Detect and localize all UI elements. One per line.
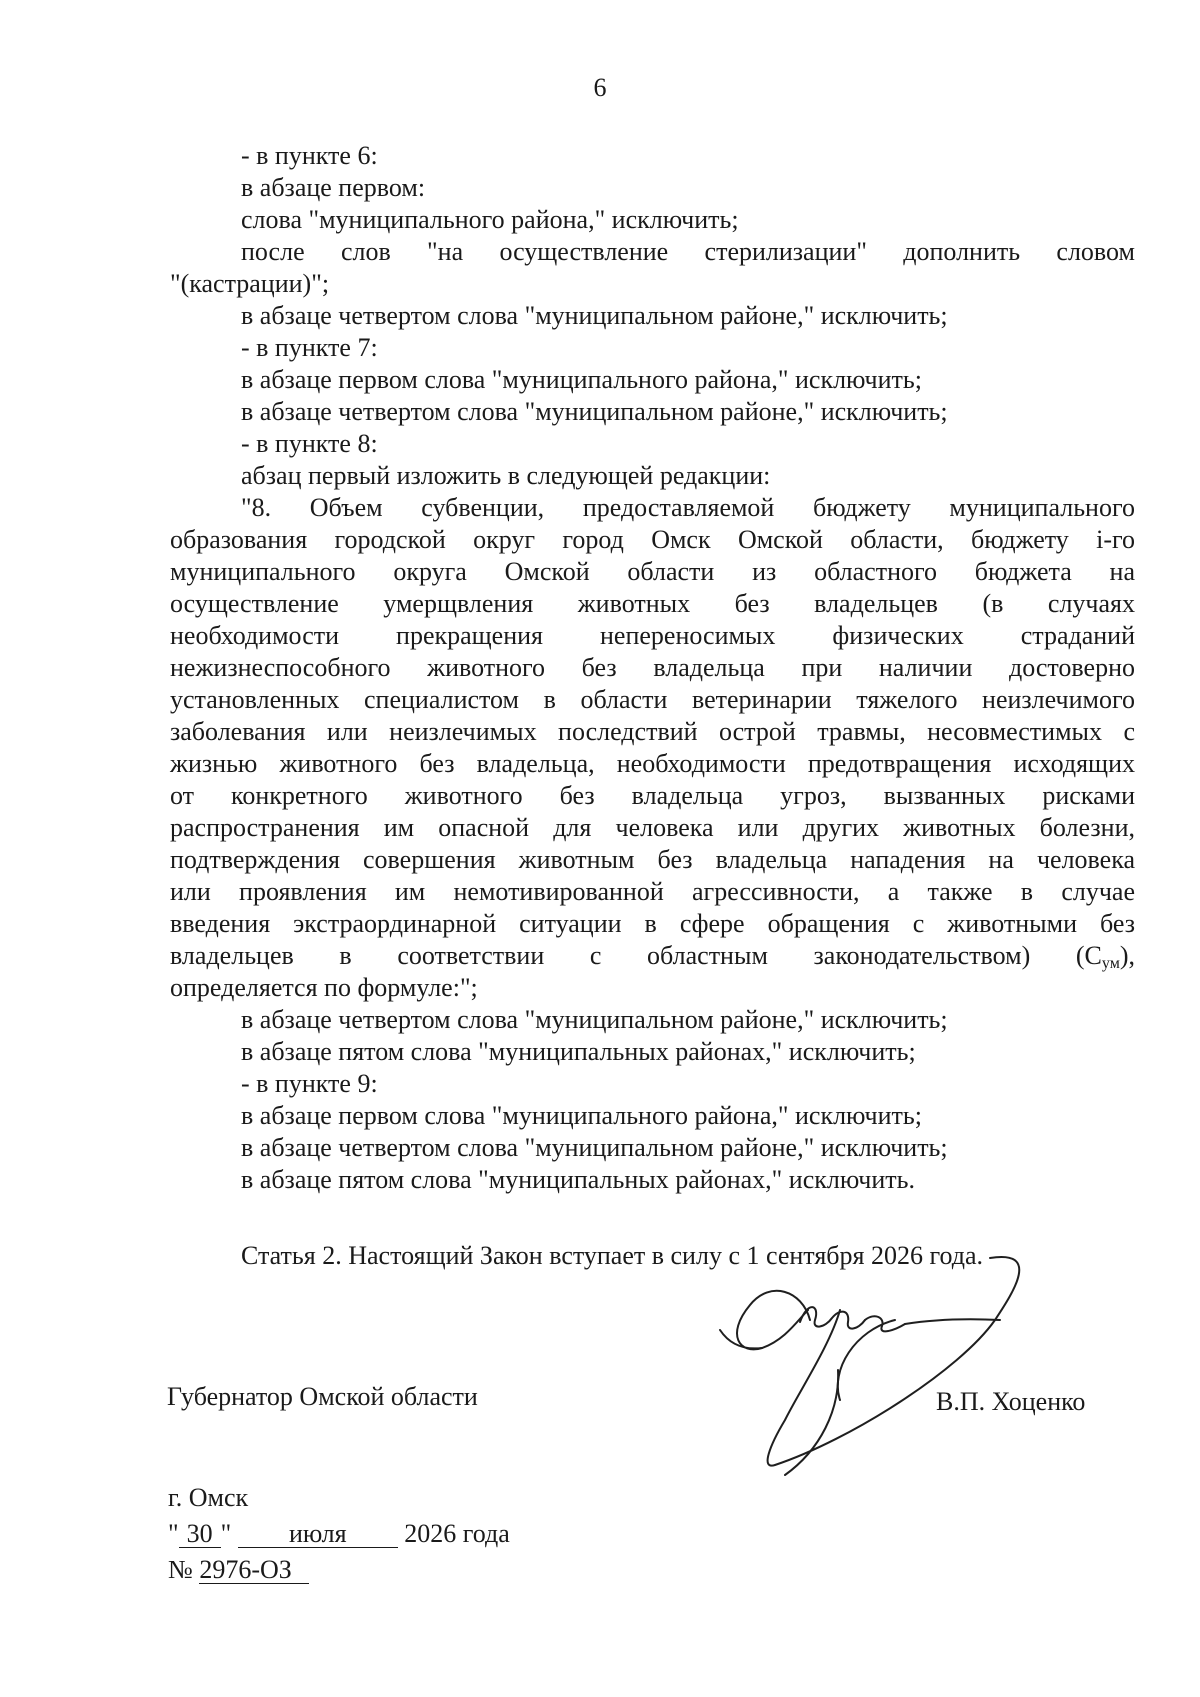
clause-8-line: установленных специалистом в области ветеринарии тяжелого неизлечимого bbox=[170, 685, 1135, 714]
date-quote-close: " bbox=[220, 1519, 232, 1548]
formula-symbol bbox=[1102, 940, 1135, 972]
amendment-line: - в пункте 7: bbox=[241, 333, 378, 362]
clause-8-line: муниципального округа Омской области из областного бюджета на bbox=[170, 557, 1135, 586]
amendment-line: в абзаце первом слова "муниципального района," исключить; bbox=[241, 1101, 922, 1130]
clause-8-line: определяется по формуле:"; bbox=[170, 973, 478, 1002]
clause-8-line: "8. Объем субвенции, предоставляемой бюджету муниципального bbox=[241, 493, 1135, 522]
article-2: Статья 2. Настоящий Закон вступает в силу с 1 сентября 2026 года. bbox=[241, 1241, 984, 1270]
clause-8-paragraph bbox=[170, 492, 1135, 1004]
date-year: 2026 года bbox=[404, 1519, 510, 1548]
clause-8-line: от конкретного животного без владельца угроз, вызванных рисками bbox=[170, 781, 1135, 810]
law-number-line bbox=[168, 1554, 309, 1586]
city: г. Омск bbox=[168, 1483, 249, 1512]
amendment-line: в абзаце пятом слова "муниципальных районах," исключить. bbox=[241, 1165, 915, 1194]
amendment-line: в абзаце четвертом слова "муниципальном районе," исключить; bbox=[241, 397, 948, 426]
clause-8-symbol-text: владельцев в соответствии с областным законодательством) (С bbox=[170, 941, 1102, 970]
clause-8-line: необходимости прекращения непереносимых физических страданий bbox=[170, 621, 1135, 650]
clause-8-line: нежизнеспособного животного без владельца при наличии достоверно bbox=[170, 653, 1135, 682]
governor-title: Губернатор Омской области bbox=[167, 1382, 478, 1411]
handwritten-signature bbox=[690, 1250, 1090, 1480]
date-day: 30 bbox=[179, 1521, 221, 1548]
formula-symbol-close: ), bbox=[1119, 941, 1135, 970]
amendment-line: в абзаце пятом слова "муниципальных районах," исключить; bbox=[241, 1037, 916, 1066]
date-month: июля bbox=[238, 1521, 398, 1548]
amendment-line: в абзаце четвертом слова "муниципальном районе," исключить; bbox=[241, 1005, 948, 1034]
law-number: 2976-ОЗ bbox=[199, 1557, 309, 1584]
clause-8-line: распространения им опасной для человека или других животных болезни, bbox=[170, 813, 1135, 842]
amendment-line: абзац первый изложить в следующей редакции: bbox=[241, 461, 771, 490]
amendment-line: в абзаце четвертом слова "муниципальном районе," исключить; bbox=[241, 301, 948, 330]
insertion-line: "(кастрации)"; bbox=[170, 269, 330, 298]
amendment-line: в абзаце первом слова "муниципального района," исключить; bbox=[241, 365, 922, 394]
document-body bbox=[170, 140, 1135, 1196]
governor-name: В.П. Хоценко bbox=[936, 1387, 1086, 1416]
insertion-line: после слов "на осуществление стерилизации" дополнить словом bbox=[241, 237, 1135, 266]
clause-8-line: образования городской округ город Омск Омской области, бюджету i-го bbox=[170, 525, 1135, 554]
date-line bbox=[168, 1518, 510, 1550]
date-quote-open: " bbox=[168, 1519, 179, 1548]
page-number: 6 bbox=[593, 73, 607, 102]
amendment-line: в абзаце первом: bbox=[241, 173, 426, 202]
clause-8-line: подтверждения совершения животным без владельца нападения на человека bbox=[170, 845, 1135, 874]
amendment-line: слова "муниципального района," исключить; bbox=[241, 205, 739, 234]
formula-symbol-subscript: ум bbox=[1101, 955, 1120, 972]
amendment-line: - в пункте 9: bbox=[241, 1069, 378, 1098]
clause-8-line: заболевания или неизлечимых последствий острой травмы, несовместимых с bbox=[170, 717, 1135, 746]
amendment-line: - в пункте 8: bbox=[241, 429, 378, 458]
clause-8-line: осуществление умерщвления животных без владельцев (в случаях bbox=[170, 589, 1135, 618]
amendment-line: - в пункте 6: bbox=[241, 141, 378, 170]
clause-8-line: или проявления им немотивированной агрессивности, а также в случае bbox=[170, 877, 1135, 906]
clause-8-line-symbol bbox=[170, 940, 1135, 972]
amendment-line: в абзаце четвертом слова "муниципальном районе," исключить; bbox=[241, 1133, 948, 1162]
clause-8-line: введения экстраординарной ситуации в сфере обращения с животными без bbox=[170, 909, 1135, 938]
clause-8-line: жизнью животного без владельца, необходимости предотвращения исходящих bbox=[170, 749, 1135, 778]
number-sign: № bbox=[168, 1555, 193, 1584]
